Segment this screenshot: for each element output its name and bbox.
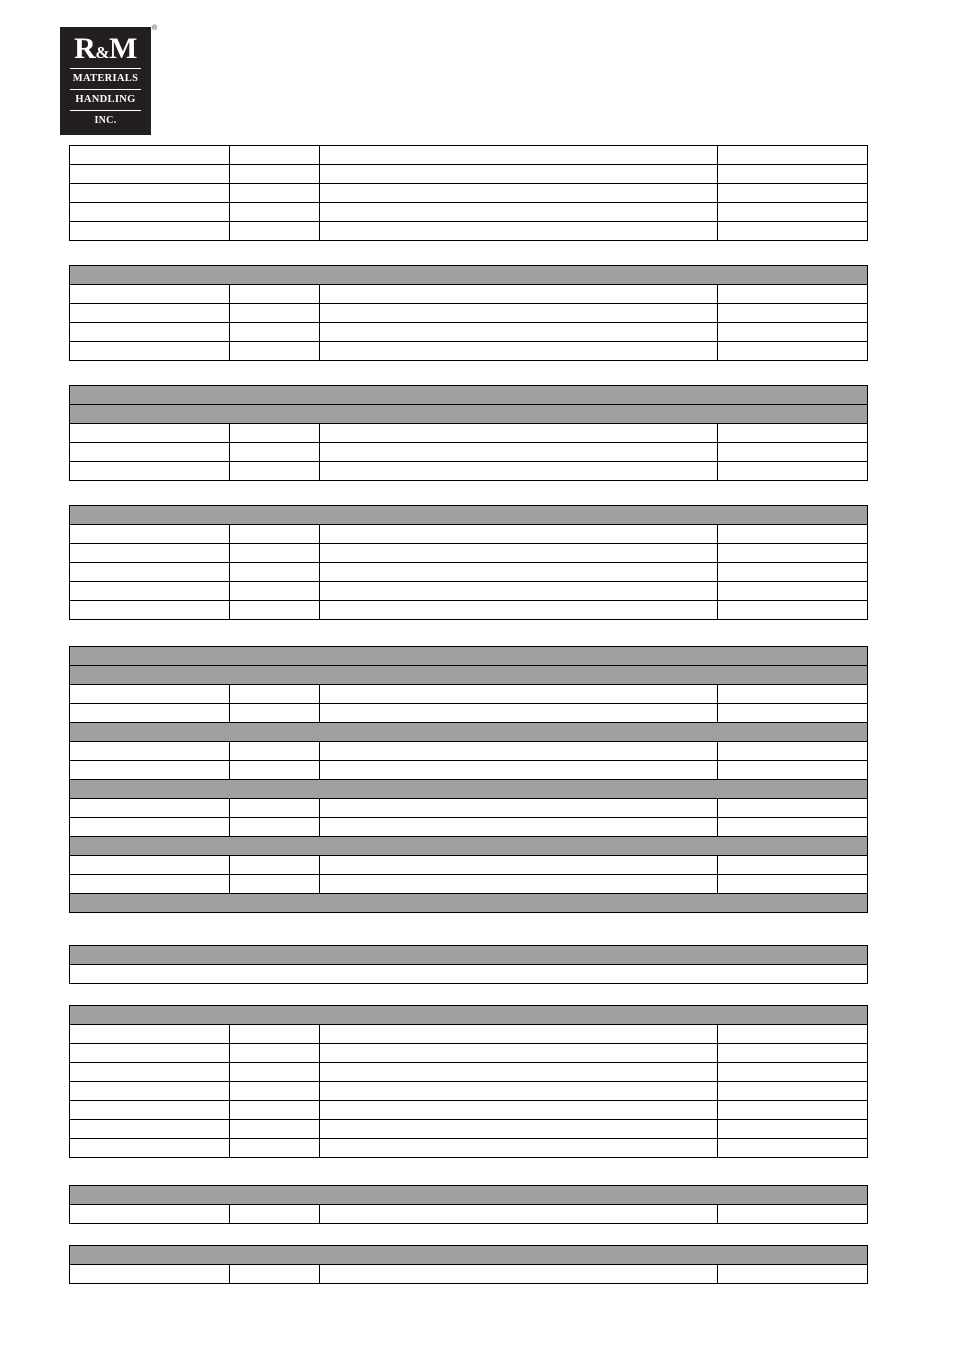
table-cell [718, 462, 868, 481]
table-row [70, 146, 868, 165]
table-row [70, 462, 868, 481]
table-row [70, 222, 868, 241]
table-cell [229, 875, 319, 894]
table-cell [70, 799, 230, 818]
section-header-row [70, 837, 868, 856]
table-cell [718, 203, 868, 222]
section-header-row [70, 506, 868, 525]
table-cell [319, 875, 717, 894]
section-header-row [70, 1006, 868, 1025]
section-header-cell [70, 894, 868, 913]
table-cell [70, 1139, 230, 1158]
table-cell [718, 1082, 868, 1101]
section-header-row [70, 266, 868, 285]
table-row [70, 1101, 868, 1120]
table-cell [718, 1101, 868, 1120]
table-cell [229, 1265, 319, 1284]
table-cell [229, 443, 319, 462]
table-cell [70, 685, 230, 704]
table-cell [319, 799, 717, 818]
table-cell [229, 203, 319, 222]
table-cell [319, 462, 717, 481]
table-cell [229, 462, 319, 481]
table-row [70, 184, 868, 203]
table-cell [319, 1120, 717, 1139]
table-cell [718, 1205, 868, 1224]
table-cell [319, 1265, 717, 1284]
table-row [70, 285, 868, 304]
table-cell [319, 304, 717, 323]
table-cell [70, 601, 230, 620]
table-row [70, 165, 868, 184]
table-cell [319, 818, 717, 837]
table-row [70, 544, 868, 563]
table-cell [70, 323, 230, 342]
table-cell [70, 1265, 230, 1284]
table-row [70, 424, 868, 443]
logo-materials: MATERIALS [72, 73, 139, 84]
table-cell [70, 1205, 230, 1224]
table-cell [718, 799, 868, 818]
section-header-row [70, 666, 868, 685]
table-cell [70, 1063, 230, 1082]
table-cell [718, 1265, 868, 1284]
logo-inc: INC. [94, 115, 117, 126]
form-table [69, 505, 868, 620]
section-header-cell [70, 946, 868, 965]
table-cell [70, 304, 230, 323]
table-cell [319, 184, 717, 203]
table-cell [70, 1044, 230, 1063]
table-cell [718, 443, 868, 462]
table-cell [70, 443, 230, 462]
table-row [70, 761, 868, 780]
table-cell [319, 222, 717, 241]
full-width-cell [70, 965, 868, 984]
table-cell [229, 184, 319, 203]
section-header-row [70, 780, 868, 799]
table-cell [718, 582, 868, 601]
table-cell [70, 203, 230, 222]
table-cell [718, 323, 868, 342]
table-cell [319, 323, 717, 342]
table-cell [319, 704, 717, 723]
logo-rm: R&M [74, 32, 137, 65]
table-cell [319, 1082, 717, 1101]
table-cell [70, 563, 230, 582]
table-cell [718, 285, 868, 304]
table-cell [319, 165, 717, 184]
table-cell [229, 1025, 319, 1044]
section-header-cell [70, 1186, 868, 1205]
table-cell [229, 563, 319, 582]
form-table [69, 1005, 868, 1158]
table-row [70, 875, 868, 894]
table-cell [718, 342, 868, 361]
table-row [70, 443, 868, 462]
table-cell [319, 342, 717, 361]
table-cell [229, 1044, 319, 1063]
table-cell [70, 184, 230, 203]
table-cell [70, 582, 230, 601]
table-row [70, 742, 868, 761]
section-header-row [70, 647, 868, 666]
table-row [70, 1139, 868, 1158]
table-cell [70, 424, 230, 443]
logo-handling: HANDLING [75, 94, 136, 105]
table-cell [229, 165, 319, 184]
form-table [69, 385, 868, 481]
table-row [70, 856, 868, 875]
table-row [70, 342, 868, 361]
table-cell [70, 1101, 230, 1120]
table-cell [70, 1120, 230, 1139]
table-cell [319, 742, 717, 761]
form-table [69, 945, 868, 984]
table-cell [70, 285, 230, 304]
table-row [70, 601, 868, 620]
table-cell [70, 856, 230, 875]
section-header-cell [70, 405, 868, 424]
table-cell [718, 685, 868, 704]
section-header-cell [70, 723, 868, 742]
form-table [69, 265, 868, 361]
table-row [70, 1205, 868, 1224]
table-cell [718, 1063, 868, 1082]
table-cell [70, 742, 230, 761]
table-cell [70, 761, 230, 780]
table-cell [229, 222, 319, 241]
table-cell [70, 342, 230, 361]
table-row [70, 323, 868, 342]
table-row [70, 818, 868, 837]
table-cell [229, 856, 319, 875]
table-cell [229, 285, 319, 304]
table-cell [229, 818, 319, 837]
table-cell [718, 1139, 868, 1158]
section-header-row [70, 1246, 868, 1265]
table-cell [229, 1082, 319, 1101]
table-cell [319, 601, 717, 620]
section-header-cell [70, 386, 868, 405]
section-header-row [70, 946, 868, 965]
section-header-cell [70, 1246, 868, 1265]
table-cell [718, 525, 868, 544]
table-cell [718, 304, 868, 323]
table-row [70, 1120, 868, 1139]
table-cell [229, 304, 319, 323]
section-header-cell [70, 266, 868, 285]
table-cell [718, 742, 868, 761]
table-cell [70, 525, 230, 544]
table-cell [319, 582, 717, 601]
section-header-cell [70, 666, 868, 685]
table-cell [319, 563, 717, 582]
table-cell [319, 525, 717, 544]
table-cell [229, 1101, 319, 1120]
table-cell [70, 462, 230, 481]
table-cell [319, 1205, 717, 1224]
table-cell [319, 761, 717, 780]
table-cell [229, 342, 319, 361]
section-header-row [70, 723, 868, 742]
table-cell [319, 1025, 717, 1044]
table-cell [718, 184, 868, 203]
section-header-row [70, 894, 868, 913]
table-cell [319, 424, 717, 443]
table-cell [229, 544, 319, 563]
table-row [70, 525, 868, 544]
section-header-cell [70, 780, 868, 799]
table-row [70, 685, 868, 704]
form-table [69, 145, 868, 241]
table-cell [229, 1063, 319, 1082]
form-table [69, 1245, 868, 1284]
table-cell [718, 1025, 868, 1044]
table-row [70, 563, 868, 582]
table-cell [70, 146, 230, 165]
table-cell [718, 761, 868, 780]
table-cell [718, 146, 868, 165]
table-cell [319, 1101, 717, 1120]
table-cell [229, 761, 319, 780]
table-cell [319, 443, 717, 462]
table-cell [229, 525, 319, 544]
table-cell [718, 875, 868, 894]
section-header-cell [70, 837, 868, 856]
table-cell [319, 1044, 717, 1063]
table-cell [718, 601, 868, 620]
table-cell [70, 704, 230, 723]
form-table [69, 646, 868, 913]
table-cell [229, 582, 319, 601]
table-cell [319, 856, 717, 875]
table-cell [319, 544, 717, 563]
table-cell [718, 222, 868, 241]
table-cell [229, 685, 319, 704]
table-cell [718, 704, 868, 723]
table-cell [718, 544, 868, 563]
table-row [70, 203, 868, 222]
section-header-row [70, 1186, 868, 1205]
table-cell [70, 1082, 230, 1101]
table-row [70, 1265, 868, 1284]
company-logo [60, 27, 151, 135]
table-cell [229, 1205, 319, 1224]
table-cell [229, 323, 319, 342]
table-row [70, 1025, 868, 1044]
table-cell [229, 146, 319, 165]
table-row [70, 304, 868, 323]
section-header-cell [70, 1006, 868, 1025]
table-cell [718, 563, 868, 582]
table-row [70, 1044, 868, 1063]
table-cell [319, 203, 717, 222]
table-cell [319, 146, 717, 165]
table-cell [319, 285, 717, 304]
full-width-row [70, 965, 868, 984]
table-cell [718, 165, 868, 184]
table-cell [70, 818, 230, 837]
section-header-row [70, 386, 868, 405]
table-cell [718, 424, 868, 443]
table-cell [229, 742, 319, 761]
table-cell [718, 856, 868, 875]
table-cell [70, 875, 230, 894]
table-cell [319, 1139, 717, 1158]
table-cell [70, 544, 230, 563]
table-row [70, 799, 868, 818]
table-cell [229, 601, 319, 620]
table-cell [229, 704, 319, 723]
table-cell [718, 1044, 868, 1063]
registered-mark: ® [152, 25, 158, 32]
table-cell [229, 1139, 319, 1158]
table-row [70, 1063, 868, 1082]
form-table [69, 1185, 868, 1224]
table-row [70, 704, 868, 723]
table-cell [229, 799, 319, 818]
section-header-cell [70, 647, 868, 666]
table-row [70, 1082, 868, 1101]
section-header-row [70, 405, 868, 424]
table-cell [229, 1120, 319, 1139]
table-cell [319, 1063, 717, 1082]
table-cell [70, 1025, 230, 1044]
section-header-cell [70, 506, 868, 525]
table-cell [229, 424, 319, 443]
table-row [70, 582, 868, 601]
table-cell [70, 165, 230, 184]
table-cell [319, 685, 717, 704]
table-cell [718, 818, 868, 837]
table-cell [70, 222, 230, 241]
table-cell [718, 1120, 868, 1139]
